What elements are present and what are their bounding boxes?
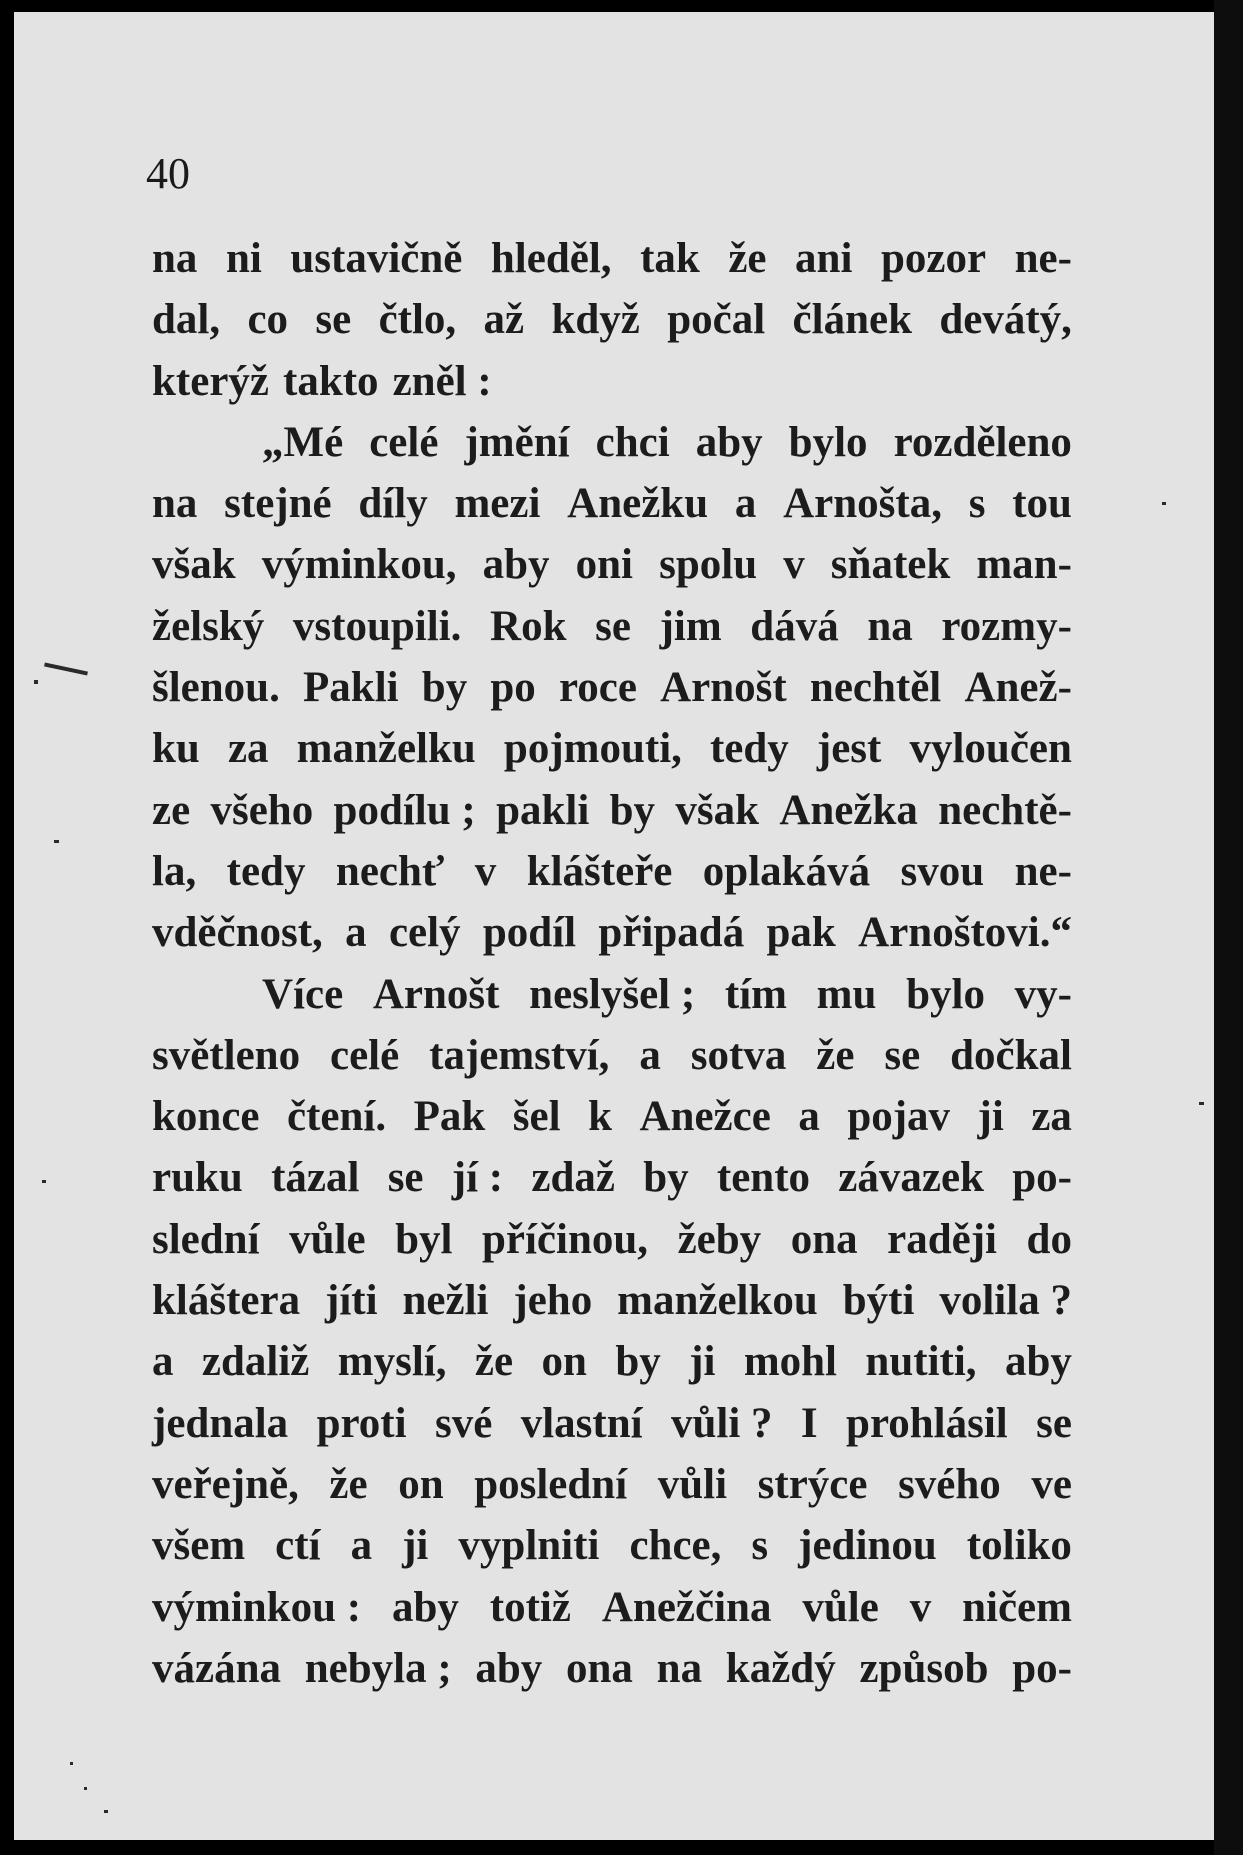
word: ona: [566, 1644, 633, 1692]
word: Arnošta,: [783, 480, 942, 528]
word: nežli: [402, 1277, 489, 1325]
word: on: [541, 1338, 587, 1386]
word: když: [551, 296, 640, 344]
text-line: [152, 289, 1072, 350]
word: své: [434, 1399, 493, 1447]
word: a: [798, 1093, 820, 1141]
word: vůli: [657, 1460, 728, 1508]
word: totiž: [489, 1583, 571, 1631]
word: vy-: [1014, 970, 1072, 1018]
word: ruku: [152, 1154, 243, 1202]
scan-speck: [84, 1787, 87, 1790]
word: Anežka: [779, 786, 918, 834]
word: vstoupili.: [292, 602, 462, 650]
word: konce: [152, 1093, 260, 1141]
word: svou: [900, 847, 985, 895]
word: závazek: [838, 1154, 984, 1202]
word: takto: [283, 357, 379, 405]
word: mohl: [743, 1338, 838, 1386]
text-line: [152, 1331, 1072, 1392]
word: sotva: [690, 1031, 787, 1079]
word: ne-: [1014, 847, 1072, 895]
word: nechť: [335, 847, 445, 895]
word: pojmouti,: [503, 725, 682, 773]
word: co: [247, 296, 289, 344]
scan-speck: [104, 1810, 108, 1813]
word: a: [345, 909, 367, 957]
word: spolu: [659, 541, 758, 589]
word: dává: [750, 602, 839, 650]
word: býti: [842, 1277, 915, 1325]
text-line: [152, 657, 1072, 718]
word: aby: [695, 418, 763, 466]
word: ctí: [275, 1522, 321, 1570]
word: by: [421, 664, 468, 712]
word: výminkou :: [152, 1583, 362, 1631]
word: čtlo,: [378, 296, 457, 344]
word: že: [816, 1031, 855, 1079]
word: vlastní: [520, 1399, 643, 1447]
word: myslí,: [337, 1338, 447, 1386]
text-line: [152, 718, 1072, 779]
word: oplakává: [702, 847, 871, 895]
word: článek: [792, 296, 912, 344]
word: se: [387, 1154, 424, 1202]
word: strýce: [757, 1460, 868, 1508]
word: každý: [725, 1644, 836, 1692]
text-line: [152, 1209, 1072, 1270]
word: tím: [724, 970, 787, 1018]
word: Anežce: [639, 1093, 771, 1141]
word: Arnoštovi.“: [858, 909, 1072, 957]
word: toliko: [966, 1522, 1072, 1570]
text-line: [152, 1515, 1072, 1576]
word: by: [643, 1154, 689, 1202]
word: prohlásil: [846, 1399, 1008, 1447]
word: by: [615, 1338, 661, 1386]
word: a: [152, 1338, 174, 1386]
word: neslyšel ;: [529, 970, 696, 1018]
word: Rok: [490, 602, 567, 650]
word: ji: [977, 1093, 1004, 1141]
scan-speck: [54, 840, 59, 843]
word: s: [751, 1522, 769, 1570]
word: vůle: [802, 1583, 879, 1631]
word: všeho: [210, 786, 314, 834]
text-line: [152, 228, 1072, 289]
book-page: [14, 12, 1214, 1840]
word: díly: [358, 480, 428, 528]
word: však: [152, 541, 236, 589]
word: proti: [316, 1399, 407, 1447]
word: on: [398, 1460, 444, 1508]
text-line: [152, 1025, 1072, 1086]
word: nechtě-: [938, 786, 1072, 834]
word: počal: [667, 296, 766, 344]
text-line: [152, 1577, 1072, 1638]
word: tedy: [709, 725, 789, 773]
word: podíl: [482, 909, 577, 957]
word: zdaž: [531, 1154, 615, 1202]
word: vůle: [289, 1215, 366, 1263]
word: se: [884, 1031, 921, 1079]
word: na: [152, 235, 198, 282]
text-line: [152, 1393, 1072, 1454]
word: poslední: [474, 1460, 628, 1508]
scan-speck: [70, 1762, 73, 1765]
word: tedy: [226, 847, 306, 895]
text-line: [152, 780, 1072, 841]
word: pojav: [847, 1093, 951, 1141]
text-line: [152, 473, 1072, 534]
word: dal,: [152, 296, 221, 344]
word: Arnošt: [372, 970, 500, 1018]
word: mu: [816, 970, 877, 1018]
word: po-: [1012, 1154, 1072, 1202]
word: vyloučen: [909, 725, 1072, 773]
word: se: [595, 602, 631, 650]
word: aby: [482, 541, 550, 589]
word: ze: [152, 786, 191, 834]
word: Pak: [413, 1093, 486, 1141]
word: podílu ;: [333, 786, 476, 834]
word: vázána: [152, 1644, 281, 1692]
word: man-: [976, 541, 1072, 589]
word: za: [1031, 1093, 1072, 1141]
scan-speck: [34, 680, 38, 684]
body-text: [152, 228, 1072, 1699]
word: pakli: [496, 786, 590, 834]
word: k: [588, 1093, 612, 1141]
word: po: [490, 664, 536, 712]
page-number: 40: [146, 149, 190, 198]
word: ve: [1031, 1460, 1072, 1508]
word: všem: [152, 1522, 246, 1570]
word: celé: [369, 418, 439, 466]
word: tázal: [271, 1154, 360, 1202]
word: oni: [575, 541, 633, 589]
word: za: [227, 725, 269, 773]
word: jednala: [152, 1399, 289, 1447]
text-line: [152, 1270, 1072, 1331]
word: Anežku: [567, 480, 709, 528]
word: však: [675, 786, 759, 834]
text-line: [152, 1638, 1072, 1699]
word: čtení.: [287, 1093, 387, 1141]
word: rozděleno: [893, 418, 1072, 466]
word: mezi: [454, 480, 541, 528]
word: rozmy-: [941, 602, 1072, 650]
word: až: [483, 296, 525, 344]
word: klášteře: [526, 847, 673, 895]
word: celé: [330, 1031, 400, 1079]
word: „Mé: [262, 418, 344, 466]
word: bylo: [906, 970, 985, 1018]
word: na: [152, 480, 198, 528]
word: ni: [225, 235, 262, 282]
word: na: [656, 1644, 703, 1692]
text-line: [152, 902, 1072, 963]
word: jedinou: [798, 1522, 937, 1570]
word: raději: [887, 1215, 997, 1263]
word: manželkou: [617, 1277, 818, 1325]
word: pozor: [880, 235, 987, 282]
word: způsob: [859, 1644, 989, 1692]
text-line: [152, 964, 1072, 1025]
word: se: [315, 296, 352, 344]
word: se: [1036, 1399, 1072, 1447]
word: tou: [1012, 480, 1072, 528]
word: sňatek: [830, 541, 951, 589]
text-line: [152, 534, 1072, 595]
word: devátý,: [939, 296, 1072, 344]
text-line: [152, 351, 1072, 412]
word: šel: [512, 1093, 561, 1141]
text-line: [152, 412, 1072, 473]
word: jeho: [513, 1277, 593, 1325]
word: ona: [790, 1215, 858, 1263]
word: zněl :: [392, 357, 492, 405]
word: roce: [558, 664, 637, 712]
word: volila ?: [939, 1277, 1072, 1325]
word: jest: [816, 725, 882, 773]
word: ustavičně: [290, 235, 463, 282]
word: nebyla ;: [304, 1644, 452, 1692]
word: bylo: [788, 418, 868, 466]
word: a: [734, 480, 757, 528]
word: aby: [475, 1644, 543, 1692]
word: tento: [716, 1154, 811, 1202]
word: vůli ?: [670, 1399, 773, 1447]
word: šlenou.: [152, 664, 280, 712]
word: ku: [152, 725, 200, 773]
word: žeby: [677, 1215, 762, 1263]
word: v: [909, 1583, 932, 1631]
word: aby: [1004, 1338, 1072, 1386]
word: v: [474, 847, 497, 895]
word: kterýž: [152, 357, 269, 405]
word: že: [474, 1338, 514, 1386]
word: příčinou,: [481, 1215, 649, 1263]
word: kláštera: [152, 1277, 301, 1325]
scan-mark: [44, 662, 88, 675]
word: a: [639, 1031, 661, 1079]
scan-speck: [42, 1180, 46, 1183]
word: želský: [152, 602, 265, 650]
word: Více: [262, 970, 344, 1018]
text-line: [152, 1086, 1072, 1147]
word: ji: [402, 1522, 429, 1570]
word: výminkou,: [261, 541, 457, 589]
word: chci: [595, 418, 670, 466]
word: na: [867, 602, 913, 650]
word: Arnošt: [660, 664, 787, 712]
word: pak: [766, 909, 836, 957]
word: veřejně,: [152, 1460, 299, 1508]
word: la,: [152, 847, 197, 895]
text-line: [152, 841, 1072, 902]
word: jmění: [464, 418, 570, 466]
word: v: [783, 541, 805, 589]
word: I: [800, 1399, 818, 1447]
word: svého: [898, 1460, 1001, 1508]
word: světleno: [152, 1031, 301, 1079]
word: jí :: [451, 1154, 504, 1202]
word: Anežčina: [601, 1583, 772, 1631]
word: s: [968, 480, 986, 528]
word: ani: [795, 235, 853, 282]
scan-speck: [1199, 1102, 1204, 1105]
word: Pakli: [303, 664, 399, 712]
word: že: [728, 235, 767, 282]
word: vděčnost,: [152, 909, 323, 957]
word: a: [350, 1522, 373, 1570]
word: Anež-: [964, 664, 1072, 712]
word: celý: [388, 909, 461, 957]
word: nechtěl: [809, 664, 942, 712]
word: byl: [395, 1215, 453, 1263]
scan-edge: [1214, 0, 1243, 1855]
word: ji: [689, 1338, 716, 1386]
text-line: [152, 596, 1072, 657]
word: po-: [1012, 1644, 1072, 1692]
word: vyplniti: [458, 1522, 600, 1570]
word: nutiti,: [865, 1338, 977, 1386]
word: stejné: [224, 480, 332, 528]
word: zdaliž: [201, 1338, 310, 1386]
word: jim: [659, 602, 722, 650]
text-line: [152, 1454, 1072, 1515]
word: aby: [391, 1583, 459, 1631]
scan-speck: [1162, 502, 1166, 505]
word: dočkal: [950, 1031, 1072, 1079]
word: připadá: [598, 909, 745, 957]
word: ne-: [1014, 235, 1072, 282]
word: hleděl,: [490, 235, 612, 282]
word: do: [1026, 1215, 1072, 1263]
word: manželku: [296, 725, 476, 773]
word: chce,: [629, 1522, 722, 1570]
word: že: [329, 1460, 368, 1508]
word: jíti: [325, 1277, 378, 1325]
word: by: [609, 786, 656, 834]
word: ničem: [962, 1583, 1072, 1631]
word: tak: [640, 235, 700, 282]
text-line: [152, 1147, 1072, 1208]
word: slední: [152, 1215, 260, 1263]
word: tajemství,: [429, 1031, 610, 1079]
